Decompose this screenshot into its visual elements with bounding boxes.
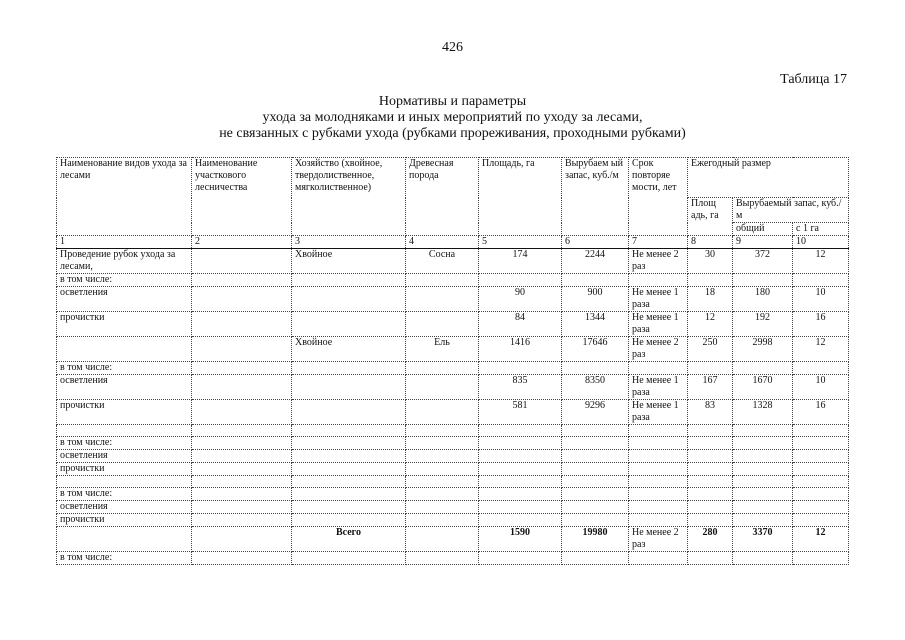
table-cell: [192, 450, 292, 463]
table-cell: 1590: [479, 527, 562, 552]
table-cell: [406, 552, 479, 565]
table-cell: [629, 514, 688, 527]
table-cell: Хвойное: [292, 249, 406, 274]
table-cell: [793, 488, 849, 501]
table-cell: [292, 463, 406, 476]
column-number: 10: [793, 236, 849, 249]
table-cell: 1416: [479, 337, 562, 362]
table-cell: 192: [733, 312, 793, 337]
table-cell: [733, 425, 793, 437]
table-cell: [57, 425, 192, 437]
table-cell: [793, 552, 849, 565]
table-cell: 12: [793, 337, 849, 362]
table-cell: [733, 552, 793, 565]
table-cell: [733, 501, 793, 514]
table-cell: [733, 488, 793, 501]
table-cell: [292, 437, 406, 450]
table-cell: [793, 274, 849, 287]
table-cell: 250: [688, 337, 733, 362]
table-cell: 83: [688, 400, 733, 425]
table-cell: [406, 476, 479, 488]
table-cell: 280: [688, 527, 733, 552]
table-cell: 1670: [733, 375, 793, 400]
table-cell: 90: [479, 287, 562, 312]
table-cell: 2998: [733, 337, 793, 362]
table-cell: 18: [688, 287, 733, 312]
table-cell: [406, 287, 479, 312]
table-cell: [292, 287, 406, 312]
table-cell: прочистки: [57, 463, 192, 476]
table-cell: [292, 375, 406, 400]
table-cell: 12: [793, 249, 849, 274]
table-row: [57, 287, 849, 312]
table-row: [57, 400, 849, 425]
table-cell: прочистки: [57, 312, 192, 337]
table-cell: [562, 450, 629, 463]
table-cell: [192, 552, 292, 565]
table-cell: 1328: [733, 400, 793, 425]
table-row: [57, 514, 849, 527]
table-cell: осветления: [57, 287, 192, 312]
table-cell: 900: [562, 287, 629, 312]
table-cell: 12: [793, 527, 849, 552]
table-row: [57, 527, 849, 552]
table-row: [57, 425, 849, 437]
table-cell: [562, 552, 629, 565]
page-number: 426: [442, 40, 463, 55]
table-cell: [629, 362, 688, 375]
table-row: [57, 437, 849, 450]
table-row: [57, 501, 849, 514]
table-cell: 3370: [733, 527, 793, 552]
table-cell: [292, 476, 406, 488]
table-cell: [629, 463, 688, 476]
table-cell: [406, 450, 479, 463]
table-cell: [562, 514, 629, 527]
header-cell: Наименование участкового лесничества: [192, 158, 292, 236]
table-cell: [793, 501, 849, 514]
table-row: [57, 375, 849, 400]
table-cell: [406, 400, 479, 425]
table-cell: [292, 362, 406, 375]
title-line: не связанных с рубками ухода (рубками прореживания, проходными рубками): [219, 126, 686, 141]
table-cell: [57, 527, 192, 552]
table-cell: [192, 375, 292, 400]
table-cell: [793, 476, 849, 488]
table-cell: 19980: [562, 527, 629, 552]
table-cell: [688, 514, 733, 527]
table-cell: 84: [479, 312, 562, 337]
header-cell: Площ адь, га: [688, 198, 733, 236]
table-cell: [192, 249, 292, 274]
column-number: 6: [562, 236, 629, 249]
table-cell: [688, 437, 733, 450]
table-cell: [562, 362, 629, 375]
table-cell: [688, 552, 733, 565]
table-cell: [406, 375, 479, 400]
table-row: [57, 463, 849, 476]
table-cell: [406, 501, 479, 514]
table-cell: [688, 450, 733, 463]
table-cell: [793, 425, 849, 437]
table-cell: в том числе:: [57, 274, 192, 287]
table-cell: [292, 312, 406, 337]
header-cell: Хозяйство (хвойное, твердолиственное, мягколиственное): [292, 158, 406, 236]
table-cell: [733, 437, 793, 450]
table-cell: Не менее 1 раза: [629, 375, 688, 400]
table-cell: [479, 552, 562, 565]
table-cell: Хвойное: [292, 337, 406, 362]
table-cell: [688, 274, 733, 287]
header-cell: Наименование видов ухода за лесами: [57, 158, 192, 236]
table-cell: [406, 488, 479, 501]
table-cell: Не менее 1 раза: [629, 400, 688, 425]
table-cell: [406, 362, 479, 375]
column-number: 2: [192, 236, 292, 249]
table-cell: [292, 501, 406, 514]
table-cell: Не менее 1 раза: [629, 312, 688, 337]
table-cell: [406, 425, 479, 437]
table-cell: [733, 362, 793, 375]
table-cell: [292, 552, 406, 565]
table-cell: [292, 450, 406, 463]
table-cell: [733, 476, 793, 488]
table-cell: [57, 476, 192, 488]
table-cell: 372: [733, 249, 793, 274]
header-cell: Срок повторяе мости, лет: [629, 158, 688, 236]
table-cell: [793, 437, 849, 450]
table-cell: 581: [479, 400, 562, 425]
table-cell: [192, 501, 292, 514]
column-number: 5: [479, 236, 562, 249]
table-row: [57, 552, 849, 565]
header-cell: Вырубаем ый запас, куб./м: [562, 158, 629, 236]
table-cell: в том числе:: [57, 552, 192, 565]
table-cell: [57, 337, 192, 362]
table-cell: [629, 437, 688, 450]
table-row: [57, 476, 849, 488]
table-cell: 12: [688, 312, 733, 337]
table-row: [57, 337, 849, 362]
table-cell: [479, 425, 562, 437]
table-cell: [562, 476, 629, 488]
table-cell: осветления: [57, 450, 192, 463]
table-cell: [629, 476, 688, 488]
table-cell: [406, 274, 479, 287]
table-cell: [562, 437, 629, 450]
table-cell: [629, 552, 688, 565]
table-cell: [406, 527, 479, 552]
table-cell: 10: [793, 287, 849, 312]
table-cell: 30: [688, 249, 733, 274]
table-cell: Ель: [406, 337, 479, 362]
table-cell: [192, 527, 292, 552]
header-cell: Площадь, га: [479, 158, 562, 236]
table-cell: [629, 425, 688, 437]
header-cell: Древесная порода: [406, 158, 479, 236]
table-cell: [629, 488, 688, 501]
table-cell: 16: [793, 400, 849, 425]
table-cell: [192, 488, 292, 501]
header-row: [57, 158, 849, 198]
table-cell: Проведение рубок ухода за лесами,: [57, 249, 192, 274]
table-cell: осветления: [57, 375, 192, 400]
table-cell: [629, 450, 688, 463]
table-cell: [479, 362, 562, 375]
table-cell: [629, 274, 688, 287]
table-cell: [479, 514, 562, 527]
table-cell: [406, 463, 479, 476]
table-cell: в том числе:: [57, 488, 192, 501]
column-number: 3: [292, 236, 406, 249]
table-row: [57, 312, 849, 337]
table-cell: в том числе:: [57, 362, 192, 375]
table-cell: [479, 476, 562, 488]
table-cell: 8350: [562, 375, 629, 400]
table-cell: 167: [688, 375, 733, 400]
table-cell: [192, 476, 292, 488]
table-cell: [192, 463, 292, 476]
table-cell: 10: [793, 375, 849, 400]
table-cell: [192, 425, 292, 437]
table-cell: [406, 514, 479, 527]
table-cell: [292, 400, 406, 425]
table-cell: [629, 501, 688, 514]
table-cell: Не менее 2 раз: [629, 527, 688, 552]
table-cell: [793, 463, 849, 476]
table-row: [57, 488, 849, 501]
table-cell: 180: [733, 287, 793, 312]
column-number: 9: [733, 236, 793, 249]
table-cell: [292, 425, 406, 437]
table-cell: [562, 425, 629, 437]
table-cell: [479, 450, 562, 463]
table-cell: 2244: [562, 249, 629, 274]
table-cell: [479, 501, 562, 514]
table-label: Таблица 17: [780, 72, 847, 87]
table-cell: Не менее 2 раз: [629, 337, 688, 362]
table-cell: 835: [479, 375, 562, 400]
column-number-row: [57, 236, 849, 249]
table-cell: [562, 501, 629, 514]
table-cell: Всего: [292, 527, 406, 552]
table-cell: Не менее 2 раз: [629, 249, 688, 274]
table-row: [57, 274, 849, 287]
table-cell: [406, 437, 479, 450]
table-cell: [688, 501, 733, 514]
table-cell: [192, 437, 292, 450]
table-cell: [562, 488, 629, 501]
column-number: 8: [688, 236, 733, 249]
column-number: 7: [629, 236, 688, 249]
table-cell: [192, 274, 292, 287]
column-number: 1: [57, 236, 192, 249]
table-cell: 9296: [562, 400, 629, 425]
table-cell: [292, 488, 406, 501]
table-cell: [793, 514, 849, 527]
table-cell: в том числе:: [57, 437, 192, 450]
table-cell: [688, 488, 733, 501]
table-cell: 1344: [562, 312, 629, 337]
table-cell: [292, 514, 406, 527]
table-cell: [733, 514, 793, 527]
table-cell: [688, 362, 733, 375]
table-cell: [192, 400, 292, 425]
table-cell: [192, 362, 292, 375]
table-cell: [192, 287, 292, 312]
table-cell: [406, 312, 479, 337]
table-cell: [733, 463, 793, 476]
column-number: 4: [406, 236, 479, 249]
table-cell: [192, 514, 292, 527]
title-line: ухода за молодняками и иных мероприятий по уходу за лесами,: [262, 110, 643, 125]
table-row: [57, 450, 849, 463]
header-cell: Ежегодный размер: [688, 158, 849, 198]
table-cell: [793, 362, 849, 375]
table-cell: [479, 437, 562, 450]
table-cell: [688, 425, 733, 437]
table-cell: [793, 450, 849, 463]
header-cell: с 1 га: [793, 223, 849, 236]
table-cell: [192, 312, 292, 337]
title-line: Нормативы и параметры: [378, 94, 527, 109]
table-cell: 17646: [562, 337, 629, 362]
header-cell: Вырубаемый запас, куб./м: [733, 198, 849, 223]
table-cell: [479, 463, 562, 476]
table-cell: [292, 274, 406, 287]
table-cell: [733, 450, 793, 463]
table-cell: 174: [479, 249, 562, 274]
table-cell: осветления: [57, 501, 192, 514]
table-cell: [562, 274, 629, 287]
table-cell: Сосна: [406, 249, 479, 274]
table-cell: [562, 463, 629, 476]
table-cell: [479, 274, 562, 287]
table-cell: прочистки: [57, 514, 192, 527]
table-row: [57, 362, 849, 375]
table-cell: 16: [793, 312, 849, 337]
table-cell: Не менее 1 раза: [629, 287, 688, 312]
table-cell: [733, 274, 793, 287]
norms-table: [56, 157, 849, 565]
table-cell: [688, 463, 733, 476]
table-cell: [688, 476, 733, 488]
table-title: [0, 94, 905, 142]
table-cell: прочистки: [57, 400, 192, 425]
table-row: [57, 249, 849, 274]
table-cell: [479, 488, 562, 501]
table-cell: [192, 337, 292, 362]
header-cell: общий: [733, 223, 793, 236]
